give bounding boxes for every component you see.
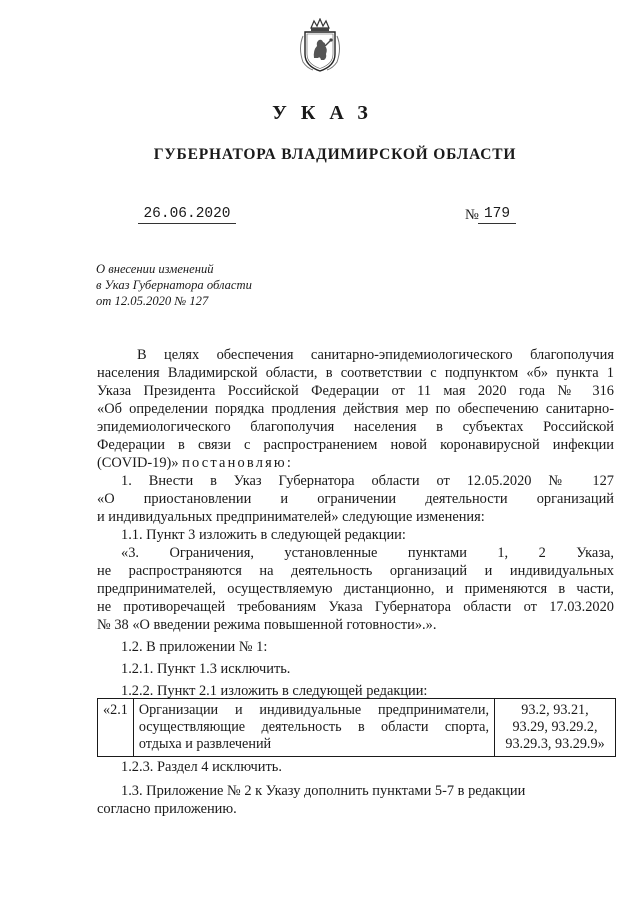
decree-word: постановляю: [182, 455, 294, 471]
text-line: и индивидуальных предпринимателей» следующие изменения: [97, 509, 485, 525]
issuer-title: ГУБЕРНАТОРА ВЛАДИМИРСКОЙ ОБЛАСТИ [153, 146, 517, 163]
decree-date: 26.06.2020 [138, 206, 236, 224]
text-line: не распространяются на деятельность организаций и индивидуальных [97, 563, 614, 579]
text-line: В целях обеспечения санитарно-эпидемиологического благополучия [137, 347, 614, 363]
table-row [98, 699, 616, 757]
text-line: 1.3. Приложение № 2 к Указу дополнить пунктами 5-7 в редакции [121, 783, 526, 799]
text-line: 1.2.3. Раздел 4 исключить. [121, 759, 282, 775]
text-line: Федерации в связи с распространением новой коронавирусной инфекции [97, 437, 614, 453]
text-line: 1. Внести в Указ Губернатора области от 12.05.2020 № 127 [121, 473, 614, 489]
cell-line: 93.29.3, 93.29.9» [505, 736, 605, 752]
text-line: населения Владимирской области, в соответствии с подпунктом «б» пункта 1 [97, 365, 614, 381]
row-description-cell [133, 699, 494, 757]
text-line: 1.2. В приложении № 1: [121, 639, 268, 655]
cell-line: 93.2, 93.21, [521, 702, 589, 718]
decree-body-continued [97, 758, 614, 818]
cell-line: 93.29, 93.29.2, [512, 719, 598, 735]
text-line: «О приостановлении и ограничении деятельности организаций [97, 491, 614, 507]
row-codes-cell [495, 699, 616, 757]
subject-line: в Указ Губернатора области [96, 278, 252, 292]
cell-line: осуществляющие деятельность в области спорта, [138, 719, 489, 735]
text-line: № 38 «О введении режима повышенной готовности».». [97, 617, 437, 633]
decree-subject [96, 261, 252, 309]
row-number-cell: «2.1 [98, 699, 134, 757]
text-line: предпринимателей, осуществляемую дистанционно, и применяются в части, [97, 581, 614, 597]
text-fragment: (COVID-19)» [97, 455, 179, 471]
subject-line: О внесении изменений [96, 262, 214, 276]
decree-body [97, 346, 614, 700]
text-line: согласно приложению. [97, 801, 237, 817]
number-label: № [465, 207, 479, 223]
text-line: 1.2.2. Пункт 2.1 изложить в следующей редакции: [121, 683, 428, 699]
text-line: Указа Президента Российской Федерации от 11 мая 2020 года № 316 [97, 383, 614, 399]
text-line: «3. Ограничения, установленные пунктами 1, 2 Указа, [121, 545, 614, 561]
activity-table [97, 698, 616, 757]
text-line: 1.1. Пункт 3 изложить в следующей редакции: [121, 527, 406, 543]
text-line: эпидемиологического благополучия населения в субъектах Российской [97, 419, 614, 435]
text-line: 1.2.1. Пункт 1.3 исключить. [121, 661, 291, 677]
text-line: «Об определении порядка продления действия мер по обеспечению санитарно- [97, 401, 614, 417]
text-line: не противоречащей требованиям Указа Губернатора области от 17.03.2020 [97, 599, 614, 615]
decree-number: 179 [478, 206, 516, 224]
cell-line: Организации и индивидуальные предприниматели, [138, 702, 489, 718]
cell-line: отдыха и развлечений [138, 736, 272, 752]
text-line [97, 454, 614, 472]
coat-of-arms-icon [297, 18, 343, 72]
subject-line: от 12.05.2020 № 127 [96, 294, 209, 308]
document-type-title: УКАЗ [272, 102, 382, 124]
